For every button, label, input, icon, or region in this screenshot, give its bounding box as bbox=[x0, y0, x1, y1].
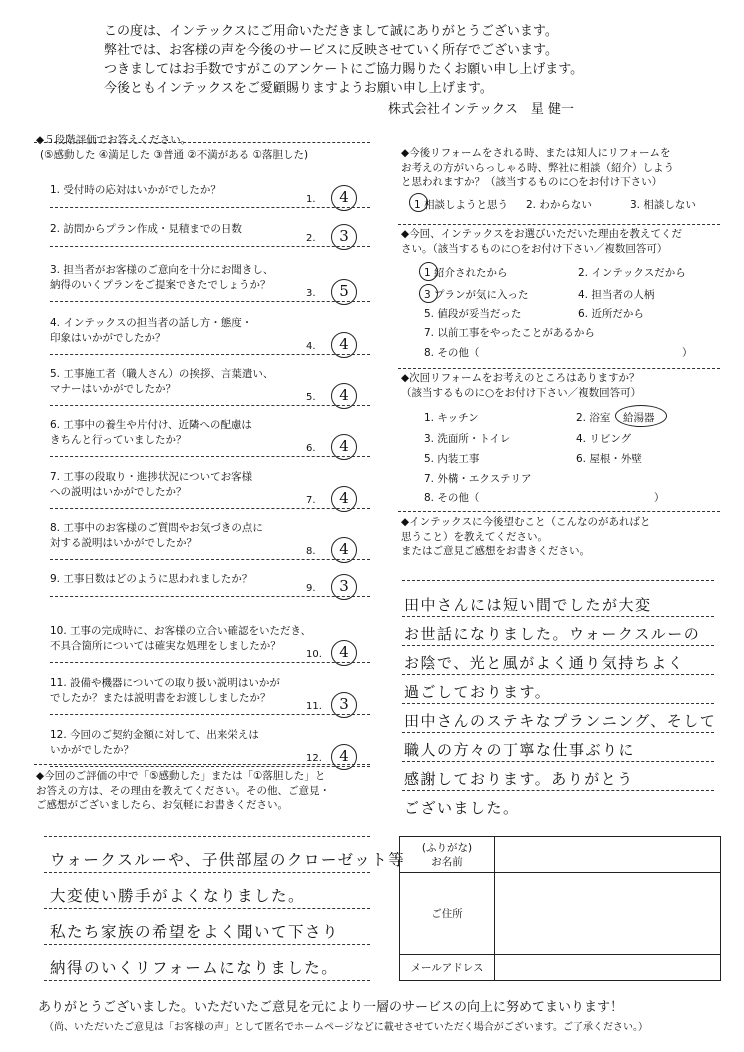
rating-answer[interactable]: 4 bbox=[331, 537, 357, 563]
name-field[interactable] bbox=[495, 837, 721, 873]
selection-circle bbox=[419, 284, 438, 303]
rating-answer[interactable]: 4 bbox=[331, 486, 357, 512]
rating-answer[interactable]: 4 bbox=[331, 640, 357, 666]
handwritten-line: 私たち家族の希望をよく聞いて下さり bbox=[50, 923, 340, 941]
selection-circle bbox=[615, 405, 667, 427]
choice-prompt: ◆今回、インテックスをお選びいただいた理由を教えてくだ さい。（該当するものに○をお付け下さい／複数回答可） bbox=[401, 228, 682, 255]
writing-line bbox=[44, 980, 370, 981]
rating-legend: (⑤感動した ④満足した ③普通 ②不満がある ①落胆した) bbox=[40, 149, 309, 161]
answer-line bbox=[50, 596, 370, 597]
handwritten-line: お世話になりました。ウォークスルーの bbox=[404, 625, 701, 643]
next-option-5[interactable]: 5. 内装工事 bbox=[424, 453, 480, 465]
question-text: 4. インテックスの担当者の話し方・態度・ 印象はいかがでしたか？ bbox=[50, 317, 253, 344]
rating-answer[interactable]: 4 bbox=[331, 383, 357, 409]
next-option-8[interactable]: 8. その他（ bbox=[424, 492, 480, 504]
referral-option-2[interactable]: 2. わからない bbox=[526, 199, 592, 211]
answer-line bbox=[50, 508, 370, 509]
handwritten-line: 職人の方々の丁寧な仕事ぶりに bbox=[404, 741, 636, 759]
footer-note: （尚、いただいたご意見は「お客様の声」として匿名でホームページなどに載せさせていただく場合がございます。ご了承ください。） bbox=[44, 1022, 648, 1033]
answer-line bbox=[50, 405, 370, 406]
selection-circle bbox=[419, 262, 438, 281]
wish-prompt: ◆インテックスに今後望むこと（こんなのがあればと 思うこと）を教えてください。 またはご意見ご感想をお書きください。 bbox=[401, 516, 651, 557]
writing-line bbox=[402, 703, 714, 704]
handwritten-line: お陰で、光と風がよく通り気持ちよく bbox=[404, 654, 685, 672]
email-label: メールアドレス bbox=[400, 955, 495, 981]
next-option-2-note[interactable]: 給湯器 bbox=[623, 412, 655, 424]
question-number: 12. bbox=[306, 753, 322, 764]
handwritten-line: ウォークスルーや、子供部屋のクローゼット等 bbox=[50, 851, 406, 869]
question-text: 12. 今回のご契約金額に対して、出来栄えは いかがでしたか？ bbox=[50, 729, 259, 756]
next-prompt: ◆次回リフォームをお考えのところはありますか？ （該当するものに○をお付け下さい／複数回答可） bbox=[401, 372, 642, 399]
referral-option-3[interactable]: 3. 相談しない bbox=[630, 199, 696, 211]
divider bbox=[398, 368, 720, 369]
next-option-2[interactable]: 2. 浴室 bbox=[576, 412, 611, 424]
answer-line bbox=[50, 766, 370, 767]
handwritten-line: 納得のいくリフォームになりました。 bbox=[50, 959, 339, 977]
choice-option-6[interactable]: 6. 近所だから bbox=[578, 308, 644, 320]
writing-line bbox=[44, 836, 370, 837]
rating-answer[interactable]: 4 bbox=[331, 332, 357, 358]
writing-line bbox=[44, 872, 370, 873]
intro-line: つきましてはお手数ですがこのアンケートにご協力賜りたくお願い申し上げます。 bbox=[104, 62, 584, 77]
answer-line bbox=[50, 714, 370, 715]
writing-line bbox=[402, 761, 714, 762]
question-number: 4. bbox=[306, 341, 316, 352]
next-option-7[interactable]: 7. 外構・エクステリア bbox=[424, 473, 532, 485]
address-label: ご住所 bbox=[400, 873, 495, 955]
contact-table bbox=[399, 836, 721, 981]
question-number: 7. bbox=[306, 495, 316, 506]
next-option-6[interactable]: 6. 屋根・外壁 bbox=[576, 453, 642, 465]
referral-prompt: ◆今後リフォームをされる時、または知人にリフォームを お考えの方がいらっしゃる時、弊社に相談（紹介）しよう と思われますか？（該当するものに○をお付け下さい） bbox=[401, 147, 674, 188]
question-text: 9. 工事日数はどのように思われましたか？ bbox=[50, 573, 253, 585]
next-option-8-close: ） bbox=[654, 492, 665, 504]
intro-line: この度は、インテックスにご用命いただきまして誠にありがとうございます。 bbox=[104, 24, 558, 39]
writing-line bbox=[402, 580, 714, 581]
furigana-label: (ふりがな) bbox=[421, 841, 473, 854]
choice-option-5[interactable]: 5. 値段が妥当だった bbox=[424, 308, 522, 320]
address-field[interactable] bbox=[495, 873, 721, 955]
signer: 株式会社インテックス 星 健一 bbox=[388, 102, 575, 117]
referral-option-1[interactable]: 1 相談しようと思う bbox=[414, 199, 509, 211]
rating-answer[interactable]: 3 bbox=[331, 692, 357, 718]
writing-line bbox=[402, 645, 714, 646]
handwritten-line: ございました。 bbox=[404, 799, 520, 817]
rating-answer[interactable]: 4 bbox=[331, 434, 357, 460]
question-text: 10. 工事の完成時に、お客様の立合い確認をいただき、 不具合箇所については確実な処理をしましたか？ bbox=[50, 625, 312, 652]
reason-prompt: ◆今回のご評価の中で「⑤感動した」または「①落胆した」と お答えの方は、その理由を教えてください。その他、ご意見・ ご感想がございましたら、お気軽にお書きください。 bbox=[36, 770, 330, 811]
choice-option-8[interactable]: 8. その他（ bbox=[424, 347, 480, 359]
answer-line bbox=[50, 456, 370, 457]
handwritten-line: 感謝しております。ありがとう bbox=[404, 770, 634, 788]
answer-line bbox=[50, 301, 370, 302]
answer-line bbox=[50, 207, 370, 208]
rating-instruction: ◆５段階評価でお答えください。 bbox=[36, 134, 192, 146]
next-option-4[interactable]: 4. リビング bbox=[576, 433, 632, 445]
question-text: 3. 担当者がお客様のご意向を十分にお聞きし、 納得のいくプランをご提案できたでしょうか？ bbox=[50, 264, 274, 291]
divider bbox=[34, 764, 370, 765]
writing-line bbox=[44, 944, 370, 945]
answer-line bbox=[50, 559, 370, 560]
question-number: 2. bbox=[306, 233, 316, 244]
question-number: 3. bbox=[306, 288, 316, 299]
question-text: 8. 工事中のお客様のご質問やお気づきの点に 対する説明はいかがでしたか？ bbox=[50, 522, 263, 549]
divider bbox=[398, 511, 720, 512]
question-text: 6. 工事中の養生や片付け、近隣への配慮は きちんと行っていましたか？ bbox=[50, 419, 252, 446]
choice-option-8-close: ） bbox=[682, 347, 693, 359]
question-number: 1. bbox=[306, 194, 316, 205]
handwritten-line: 田中さんのステキなプランニング、そして bbox=[404, 712, 717, 730]
question-text: 1. 受付時の応対はいかがでしたか？ bbox=[50, 184, 221, 196]
choice-option-2[interactable]: 2. インテックスだから bbox=[578, 267, 686, 279]
question-text: 2. 訪問からプラン作成・見積までの日数 bbox=[50, 223, 242, 235]
name-label: お名前 bbox=[431, 855, 463, 868]
question-text: 11. 設備や機器についての取り扱い説明はいかが でしたか？または説明書をお渡ししましたか？ bbox=[50, 677, 280, 704]
divider bbox=[34, 142, 370, 143]
writing-line bbox=[402, 674, 714, 675]
question-number: 6. bbox=[306, 443, 316, 454]
footer-thanks: ありがとうございました。いただいたご意見を元により一層のサービスの向上に努めてまいります！ bbox=[38, 1000, 624, 1015]
next-option-3[interactable]: 3. 洗面所・トイレ bbox=[424, 433, 511, 445]
rating-answer[interactable]: 5 bbox=[331, 279, 357, 305]
intro-line: 弊社では、お客様の声を今後のサービスに反映させていく所存でございます。 bbox=[104, 43, 558, 58]
choice-option-1[interactable]: 1 紹介されたから bbox=[424, 267, 508, 279]
handwritten-line: 過ごしております。 bbox=[404, 683, 552, 701]
rating-answer[interactable]: 3 bbox=[331, 574, 357, 600]
rating-answer[interactable]: 4 bbox=[331, 744, 357, 770]
choice-option-4[interactable]: 4. 担当者の人柄 bbox=[578, 289, 655, 301]
question-number: 11. bbox=[306, 701, 322, 712]
selection-circle bbox=[409, 193, 428, 212]
answer-line bbox=[50, 246, 370, 247]
handwritten-line: 田中さんには短い間でしたが大変 bbox=[404, 596, 652, 614]
answer-line bbox=[50, 354, 370, 355]
choice-option-7[interactable]: 7. 以前工事をやったことがあるから bbox=[424, 327, 595, 339]
next-option-1[interactable]: 1. キッチン bbox=[424, 412, 479, 424]
question-number: 9. bbox=[306, 583, 316, 594]
writing-line bbox=[402, 790, 714, 791]
question-number: 8. bbox=[306, 546, 316, 557]
divider bbox=[398, 224, 720, 225]
question-text: 7. 工事の段取り・進捗状況についてお客様 への説明はいかがでしたか？ bbox=[50, 471, 253, 498]
choice-option-3[interactable]: 3 プランが気に入った bbox=[424, 289, 529, 301]
answer-line bbox=[50, 662, 370, 663]
handwritten-line: 大変使い勝手がよくなりました。 bbox=[50, 887, 306, 905]
writing-line bbox=[402, 616, 714, 617]
question-number: 5. bbox=[306, 392, 316, 403]
writing-line bbox=[402, 732, 714, 733]
writing-line bbox=[44, 908, 370, 909]
email-field[interactable] bbox=[495, 955, 721, 981]
intro-block bbox=[104, 22, 583, 98]
rating-answer[interactable]: 4 bbox=[331, 185, 357, 211]
intro-line: 今後ともインテックスをご愛顧賜りますようお願い申し上げます。 bbox=[104, 81, 493, 96]
rating-answer[interactable]: 3 bbox=[331, 224, 357, 250]
question-number: 10. bbox=[306, 649, 322, 660]
question-text: 5. 工事施工者（職人さん）の挨拶、言葉遣い、 マナーはいかがでしたか？ bbox=[50, 368, 274, 395]
